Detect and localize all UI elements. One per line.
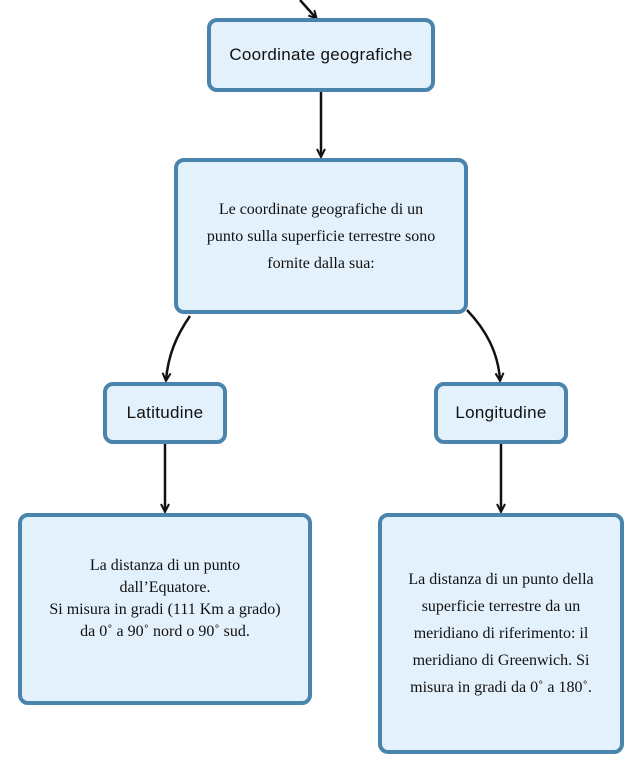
edge-incoming <box>300 0 316 18</box>
node-longitudine-description <box>378 513 624 754</box>
node-longitudine-label: Longitudine <box>455 403 547 422</box>
node-latitudine-description-text: La distanza di un punto dall’Equatore. Si misura in gradi (111 Km a grado) da 0˚ a 90˚ nord o 90˚ sud. <box>49 557 281 640</box>
node-longitudine <box>434 382 568 444</box>
edge-definition-to-latitudine <box>166 316 190 380</box>
node-coordinate-geografiche-label: Coordinate geografiche <box>229 45 413 64</box>
node-latitudine-label: Latitudine <box>126 403 204 422</box>
node-coordinate-geografiche <box>207 18 435 92</box>
edge-definition-to-longitudine <box>467 310 500 380</box>
node-definition-text: Le coordinate geografiche di un punto sulla superficie terrestre sono fornite dalla sua: <box>206 200 436 272</box>
node-definition <box>174 158 468 314</box>
node-latitudine-description <box>18 513 312 705</box>
node-latitudine <box>103 382 227 444</box>
node-longitudine-description-text: La distanza di un punto della superficie terrestre da un meridiano di riferimento: il meridiano di Greenwich. Si misura in gradi da 0˚ a 180˚. <box>408 571 594 696</box>
